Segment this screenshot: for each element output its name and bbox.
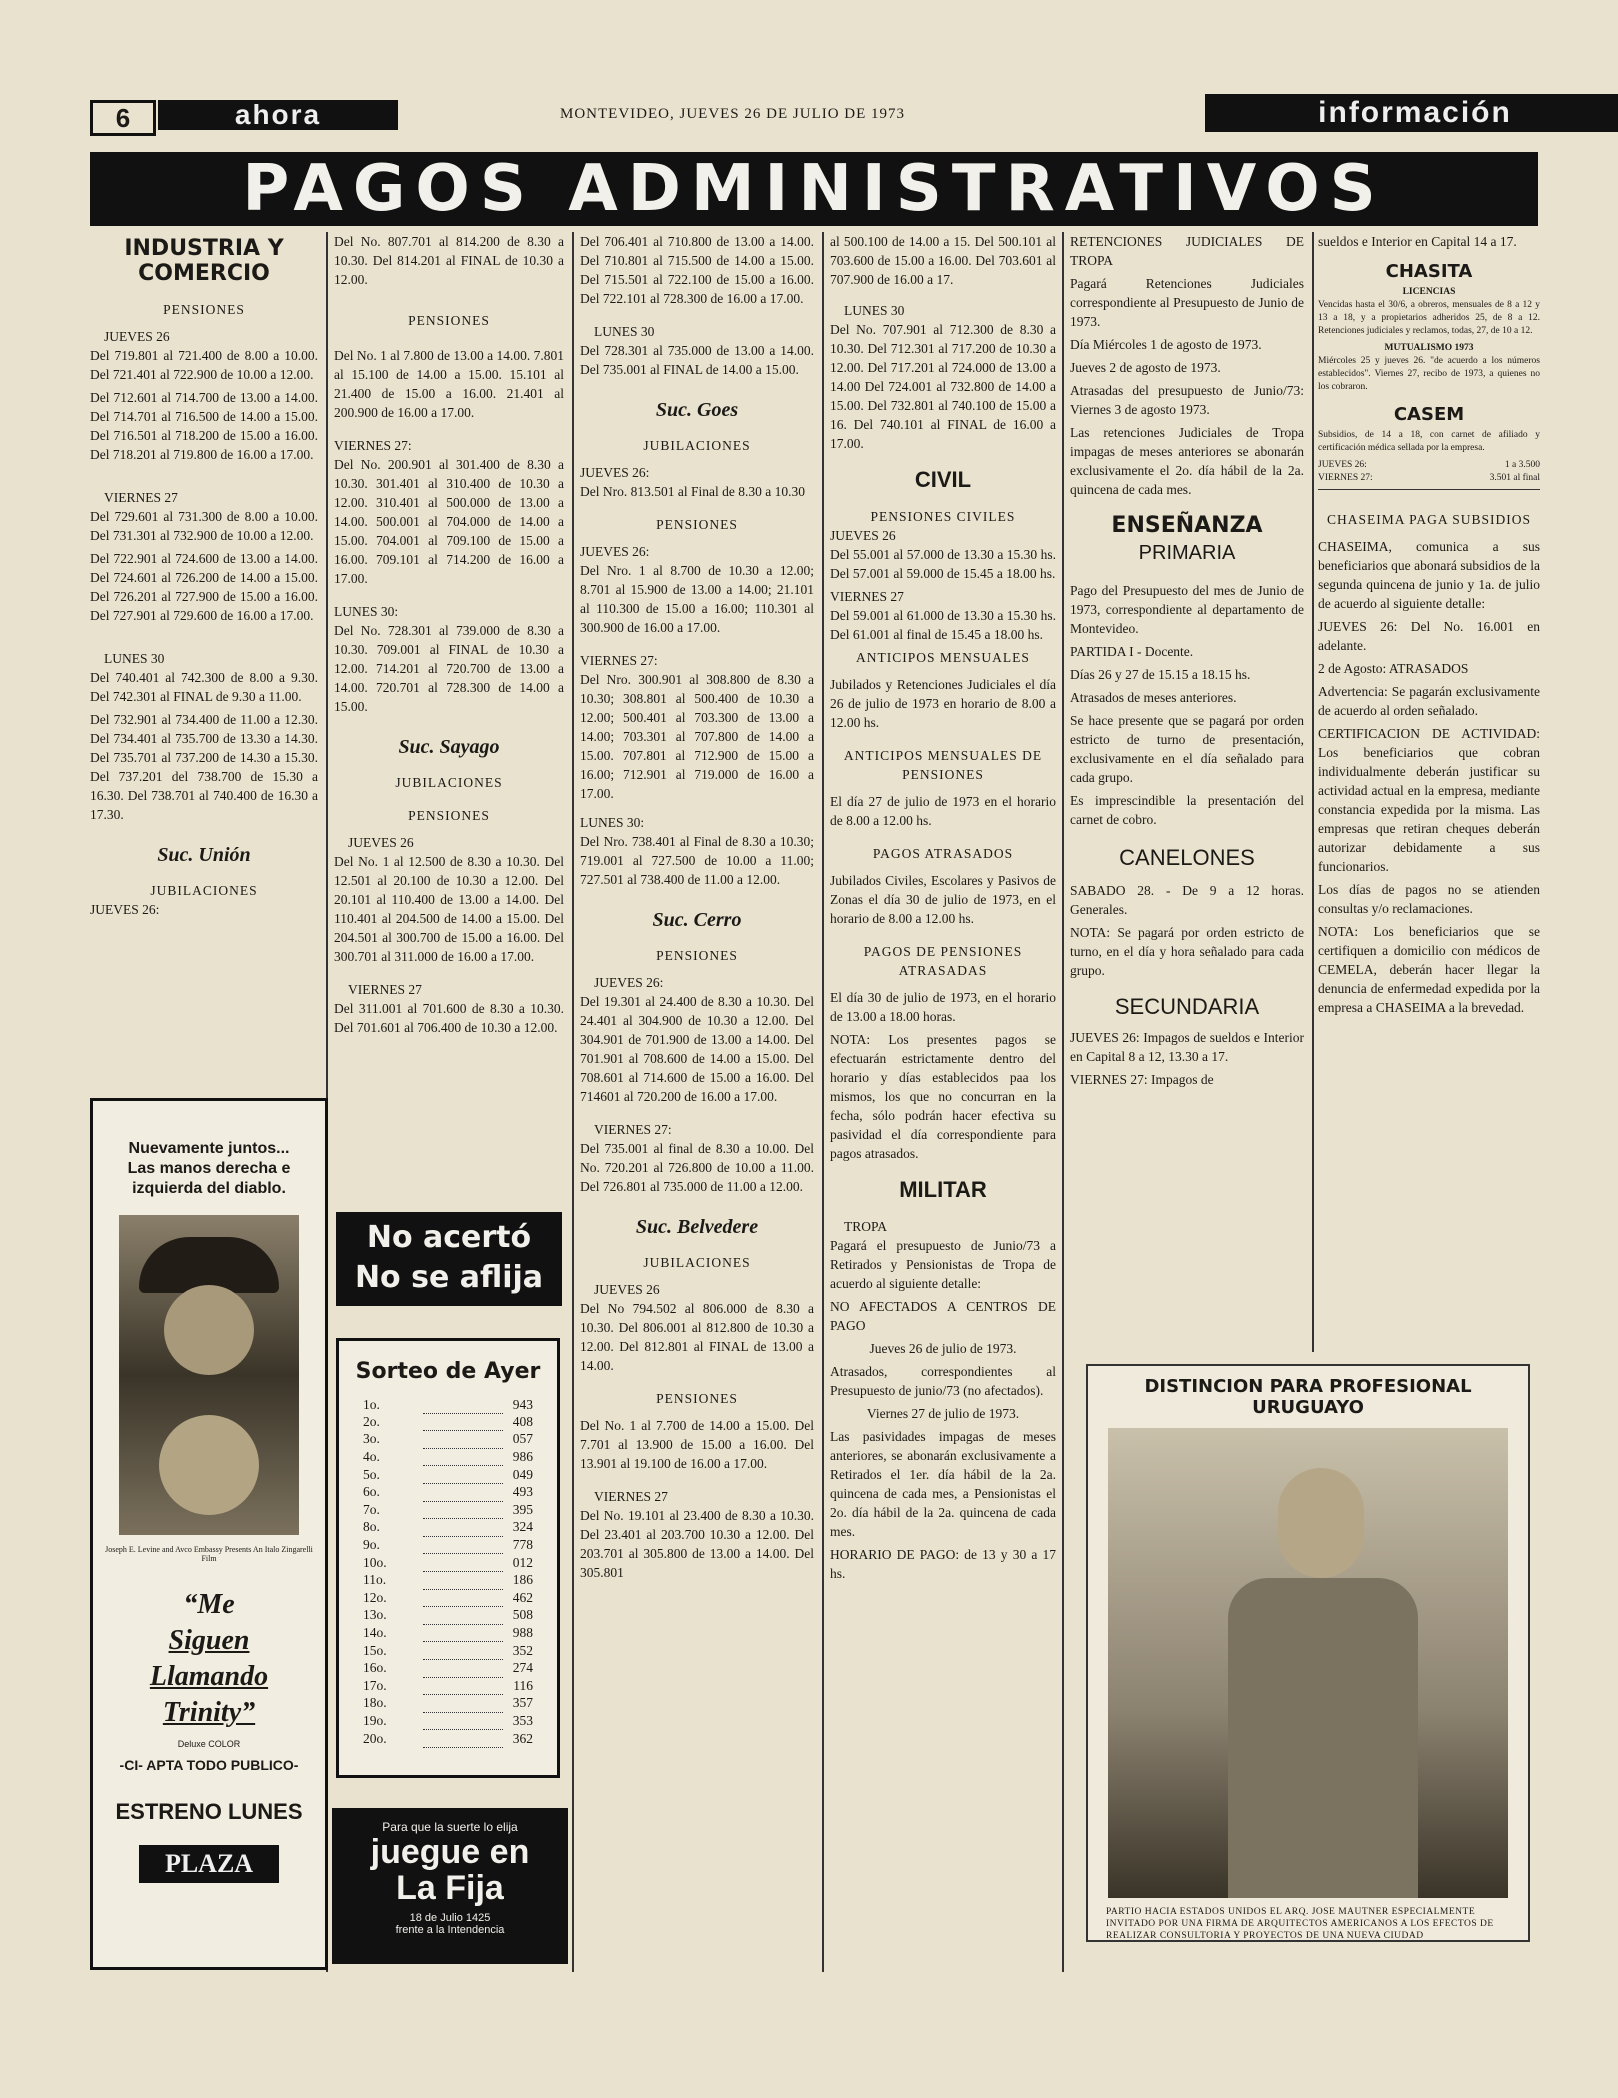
- section-heading: INDUSTRIA Y COMERCIO: [124, 236, 284, 286]
- la-fija-ad: [332, 1808, 568, 1964]
- prize-position: 15o.: [363, 1642, 387, 1658]
- subheading: CHASEIMA PAGA SUBSIDIOS: [1326, 512, 1532, 527]
- day-label: LUNES 30: [844, 303, 905, 318]
- day-label: LUNES 30:: [334, 604, 399, 619]
- dot-leader: [423, 1396, 503, 1413]
- dot-leader: [423, 1659, 503, 1677]
- face-shape: [159, 1415, 259, 1515]
- schedule-text: Del No. 707.901 al 712.300 de 8.30 a 10.30. Del 712.301 al 717.200 de 10.30 a 12.00. Del 717.201 al 724.000 de 13.00 a 14.00 Del 724.001 al 732.800 de 14.00 a 15.00. Del 732.801 al 740.100 de 15.00 a 16. Del 740.101 al FINAL de 16.00 a 17.00.: [830, 322, 1056, 451]
- section-heading: ENSEÑANZA: [1111, 513, 1263, 538]
- ad-line: juegue en: [370, 1833, 530, 1871]
- subheading: PENSIONES: [656, 517, 738, 532]
- prize-position: 16o.: [363, 1660, 387, 1676]
- prize-position: 19o.: [363, 1712, 387, 1728]
- prize-position: 9o.: [363, 1537, 380, 1553]
- day-label: JUEVES 26:: [580, 465, 650, 480]
- dateline: MONTEVIDEO, JUEVES 26 DE JULIO DE 1973: [560, 106, 906, 122]
- winning-number: 116: [513, 1677, 533, 1693]
- schedule-text: Las pasividades impagas de meses anteriores, se abonarán exclusivamente a Retirados el 1er. día hábil de la 2a. quincena de cada mes, a Pensionistas el 2o. día hábil de la 2a. quincena de cada mes.: [830, 1429, 1056, 1539]
- day-label: VIERNES 27:: [580, 653, 658, 668]
- page-headline: PAGOS ADMINISTRATIVOS: [90, 152, 1538, 226]
- winning-number: 986: [512, 1449, 533, 1465]
- note-text: NOTA: Se pagará por orden estricto de turno, en el día y hora señalado para cada grupo.: [1070, 925, 1304, 978]
- dot-leader: [423, 1677, 503, 1695]
- day-label: VIERNES 27:: [334, 438, 412, 453]
- schedule-text: Días 26 y 27 de 15.15 a 18.15 hs.: [1070, 667, 1251, 682]
- prize-position: 20o.: [363, 1730, 387, 1746]
- note-text: NOTA: Los presentes pagos se efectuarán estrictamente dentro del horario y días establecidos paa los mismos, los que no concurran en la fecha, sólo podrán hacer efectiva su pasividad el día correspondiente para pagos atrasados.: [830, 1032, 1056, 1161]
- lottery-row: [363, 1448, 533, 1466]
- dot-leader: [423, 1607, 503, 1625]
- schedule-text: Del 719.801 al 721.400 de 8.00 a 10.00. Del 721.401 al 722.900 de 10.00 a 12.00.: [90, 348, 318, 382]
- schedule-text: Del Nro. 738.401 al Final de 8.30 a 10.30; 719.001 al 727.500 de 10.00 a 11.00; 727.501 al 738.400 de 11.00 a 12.00.: [580, 834, 814, 887]
- schedule-text: Del 55.001 al 57.000 de 13.30 a 15.30 hs. Del 57.001 al 59.000 de 15.45 a 18.00 hs.: [830, 547, 1056, 581]
- prize-position: 8o.: [363, 1519, 380, 1535]
- ad-address: frente a la Intendencia: [395, 1924, 505, 1936]
- schedule-text: Del 732.901 al 734.400 de 11.00 a 12.30. Del 734.401 al 735.700 de 13.30 a 14.30. Del 735.701 al 737.200 de 14.30 a 15.30. Del 737.201 del 738.700 de 15.30 a 16.30. Del 738.701 al 740.400 de 16.30 a 17.30.: [90, 712, 318, 822]
- winning-number: 395: [512, 1501, 533, 1517]
- schedule-text: CERTIFICACION DE ACTIVIDAD: Los beneficiarios que cobran individualmente deberán justificar su actividad actual en la empresa, mediante constancia expedida por la misma. Las empresas que retiran cheques deberán autorizar debidamente a sus funcionarios.: [1318, 726, 1540, 874]
- schedule-text: JUEVES 26: Del No. 16.001 en adelante.: [1318, 619, 1540, 653]
- column-4: [830, 232, 1056, 1587]
- paper-name: ahora: [158, 100, 398, 130]
- subheading: PENSIONES: [408, 808, 490, 823]
- subheading: JUBILACIONES: [150, 883, 258, 898]
- dot-leader: [423, 1519, 503, 1537]
- schedule-text: Del 311.001 al 701.600 de 8.30 a 10.30. Del 701.601 al 706.400 de 10.30 a 12.00.: [334, 1001, 564, 1035]
- winning-number: 186: [512, 1572, 533, 1588]
- prize-position: 14o.: [363, 1625, 387, 1641]
- column-rule: [572, 232, 574, 1972]
- prize-position: 10o.: [363, 1554, 387, 1570]
- day-label: LUNES 30: [594, 324, 655, 339]
- dot-leader: [423, 1695, 503, 1713]
- ad-address: 18 de Julio 1425: [409, 1912, 491, 1924]
- branch-heading: Suc. Goes: [655, 399, 739, 421]
- prize-position: 6o.: [363, 1484, 380, 1500]
- prize-position: 4o.: [363, 1449, 380, 1465]
- day-label: JUEVES 26:: [580, 544, 650, 559]
- schedule-text: Pagará Retenciones Judiciales correspondiente al Presupuesto de Junio de 1973.: [1070, 276, 1304, 329]
- schedule-text: Atrasados, correspondientes al Presupuesto de junio/73 (no afectados).: [830, 1364, 1056, 1398]
- dot-leader: [423, 1536, 503, 1554]
- schedule-text: JUEVES 26: Impagos de sueldos e Interior en Capital 8 a 12, 13.30 a 17.: [1070, 1030, 1304, 1064]
- day-label: LUNES 30: [104, 651, 165, 666]
- dot-leader: [423, 1413, 503, 1431]
- day-label: JUEVES 26: [594, 1282, 660, 1297]
- lottery-row: [363, 1624, 533, 1642]
- branch-heading: Suc. Sayago: [398, 736, 500, 758]
- photo-feature: [1086, 1364, 1530, 1942]
- small-label: JUEVES 26:: [1318, 460, 1367, 470]
- dot-leader: [423, 1642, 503, 1660]
- day-label: JUEVES 26:: [90, 902, 160, 917]
- small-label: VIERNES 27:: [1318, 473, 1373, 483]
- schedule-text: Del 722.901 al 724.600 de 13.00 a 14.00. Del 724.601 al 726.200 de 14.00 a 15.00. Del 726.201 al 727.900 de 15.00 a 16.00. Del 727.901 al 729.600 de 16.00 a 17.00.: [90, 551, 318, 623]
- winning-number: 049: [512, 1466, 533, 1482]
- lottery-row: [363, 1642, 533, 1660]
- prize-position: 12o.: [363, 1589, 387, 1605]
- schedule-text: Se hace presente que se pagará por orden estricto de turno de presentación, exclusivamente en el día señalado para cada grupo.: [1070, 713, 1304, 785]
- column-rule: [1312, 232, 1314, 1352]
- schedule-text: Del No. 200.901 al 301.400 de 8.30 a 10.30. 301.401 al 310.400 de 10.30 a 12.00. 310.401 al 500.000 de 13.00 a 14.00. 500.001 al 704.000 de 14.00 a 15.00. 704.001 al 709.100 de 15.00 a 16.00. 709.101 al 714.200 de 16.00 a 17.00.: [334, 457, 564, 586]
- schedule-text: Del No. 1 al 7.800 de 13.00 a 14.00. 7.801 al 15.100 de 14.00 a 15.00. 15.101 al 21.400 de 15.00 a 16.00. 21.401 al 200.900 de 16.00 a 17.00.: [334, 348, 564, 420]
- lottery-row: [363, 1695, 533, 1713]
- prize-position: 17o.: [363, 1677, 387, 1693]
- winning-number: 462: [512, 1589, 533, 1605]
- day-label: VIERNES 27: [104, 490, 178, 505]
- subheading: PENSIONES: [408, 313, 490, 328]
- winning-number: 357: [512, 1695, 533, 1711]
- schedule-text: Los días de pagos no se atienden consultas y/o reclamaciones.: [1318, 882, 1540, 916]
- day-label: VIERNES 27: [830, 589, 904, 604]
- schedule-text: sueldos e Interior en Capital 14 a 17.: [1318, 234, 1517, 249]
- prize-position: 1o.: [363, 1396, 380, 1412]
- schedule-text: Del No. 1 al 12.500 de 8.30 a 10.30. Del 12.501 al 20.100 de 10.30 a 12.00. Del 20.101 al 110.400 de 13.00 a 14.00. Del 110.401 al 204.500 de 14.00 a 15.00. Del 204.501 al 300.700 de 15.00 a 16.00. Del 300.701 al 311.000 de 16.00 a 17.00.: [334, 854, 564, 964]
- winning-number: 943: [512, 1396, 533, 1412]
- lottery-row: [363, 1413, 533, 1431]
- schedule-text: NO AFECTADOS A CENTROS DE PAGO: [830, 1299, 1056, 1333]
- schedule-text: Atrasados de meses anteriores.: [1070, 690, 1237, 705]
- dot-leader: [423, 1554, 503, 1572]
- prize-position: 2o.: [363, 1413, 380, 1429]
- winning-number: 353: [512, 1712, 533, 1728]
- lottery-row: [363, 1536, 533, 1554]
- schedule-text: Del Nro. 1 al 8.700 de 10.30 a 12.00; 8.701 al 15.900 de 13.00 a 14.00; 21.101 al 110.300 de 15.00 a 16.00; 110.301 al 300.900 de 16.00 a 17.00.: [580, 563, 814, 635]
- subheading: JUBILACIONES: [395, 775, 503, 790]
- winning-number: 324: [512, 1519, 533, 1535]
- title-line: Siguen: [168, 1625, 250, 1656]
- lottery-row: [363, 1659, 533, 1677]
- slogan-line: No se aflija: [354, 1260, 544, 1295]
- cinema-logo: PLAZA: [139, 1845, 279, 1883]
- subheading: LICENCIAS: [1402, 287, 1456, 297]
- small-text: Subsidios, de 14 a 18, con carnet de afiliado y certificación médica sellada por la empresa.: [1318, 430, 1540, 453]
- subheading: PAGOS DE PENSIONES ATRASADAS: [863, 944, 1023, 978]
- section-heading: PRIMARIA: [1138, 542, 1236, 564]
- ad-line: La Fija: [396, 1869, 504, 1907]
- schedule-text: Jubilados y Retenciones Judiciales el día 26 de julio de 1973 en horario de 8.00 a 12.00 hs.: [830, 677, 1056, 730]
- photo-title: DISTINCION PARA PROFESIONAL URUGUAYO: [1144, 1376, 1472, 1418]
- lottery-row: [363, 1431, 533, 1449]
- schedule-text: Del 735.001 al final de 8.30 a 10.00. Del No. 720.201 al 726.800 de 10.00 a 11.00. Del 726.801 al 735.000 de 11.00 a 12.00.: [580, 1141, 814, 1194]
- photo-caption: PARTIO HACIA ESTADOS UNIDOS EL ARQ. JOSE MAUTNER ESPECIALMENTE INVITADO POR UNA FIRMA DE ARQUITECTOS AMERICANOS A LOS EFECTOS DE REALIZAR CONSULTORIA Y PROYECTOS DE UNA NUEVA CIUDAD: [1106, 1907, 1494, 1941]
- lottery-row: [363, 1677, 533, 1695]
- dot-leader: [423, 1501, 503, 1519]
- title-line: Trinity”: [162, 1697, 256, 1728]
- schedule-text: Atrasadas del presupuesto de Junio/73: Viernes 3 de agosto 1973.: [1070, 383, 1304, 417]
- day-label: VIERNES 27:: [594, 1122, 672, 1137]
- winning-number: 508: [512, 1607, 533, 1623]
- lottery-title: Sorteo de Ayer: [355, 1359, 541, 1384]
- subheading: PENSIONES CIVILES: [870, 509, 1016, 524]
- winning-number: 408: [512, 1413, 533, 1429]
- portrait-photo: [1108, 1428, 1508, 1898]
- schedule-text: Pago del Presupuesto del mes de Junio de 1973, correspondiente al departamento de Montevideo.: [1070, 583, 1304, 636]
- schedule-text: El día 30 de julio de 1973, en el horario de 13.00 a 18.00 horas.: [830, 990, 1056, 1024]
- schedule-text: Jubilados Civiles, Escolares y Pasivos de Zonas el día 30 de julio de 1973, en el horario de 8.00 a 12.00 hs.: [830, 873, 1056, 926]
- small-text: Vencidas hasta el 30/6, a obreros, mensuales de 8 a 12 y 13 a 18, y a propietarios adheridos 25, de 8 a 12. Retenciones judiciales y reclamos, todas, 27, de 10 a 12.: [1318, 300, 1540, 336]
- face-shape: [164, 1285, 254, 1375]
- section-heading: CASEM: [1393, 404, 1465, 425]
- subheading: ANTICIPOS MENSUALES: [856, 650, 1030, 665]
- schedule-text: SABADO 28. - De 9 a 12 horas. Generales.: [1070, 883, 1304, 917]
- schedule-text: Del 19.301 al 24.400 de 8.30 a 10.30. Del 24.401 al 304.900 de 10.30 a 12.00. Del 304.901 de 701.900 de 13.00 a 14.00. Del 701.901 al 708.600 de 14.00 a 15.00. Del 708.601 al 714.600 de 15.00 a 16.00. Del 714601 al 720.200 de 16.00 a 17.00.: [580, 994, 814, 1104]
- schedule-text: Del No 794.502 al 806.000 de 8.30 a 10.30. Del 806.001 al 812.800 de 10.30 a 12.00. Del 812.801 al FINAL de 13.00 a 14.00.: [580, 1301, 814, 1373]
- section-heading: SECUNDARIA: [1114, 994, 1260, 1019]
- prize-position: 5o.: [363, 1466, 380, 1482]
- lottery-row: [363, 1589, 533, 1607]
- winning-number: 988: [512, 1625, 533, 1641]
- prize-position: 11o.: [363, 1572, 387, 1588]
- winning-number: 362: [512, 1730, 533, 1746]
- ad-tagline: Nuevamente juntos... Las manos derecha e izquierda del diablo.: [127, 1140, 291, 1197]
- dot-leader: [423, 1730, 503, 1748]
- section-heading: CHASITA: [1385, 261, 1473, 282]
- schedule-text: PARTIDA I - Docente.: [1070, 644, 1194, 659]
- small-text: Miércoles 25 y jueves 26. "de acuerdo a los números establecidos". Viernes 27, recibo de 1973, a quienes no los cobraron.: [1318, 356, 1540, 392]
- schedule-text: Del 59.001 al 61.000 de 13.30 a 15.30 hs. Del 61.001 al final de 15.45 a 18.00 hs.: [830, 608, 1056, 642]
- winning-number: 493: [512, 1484, 533, 1500]
- small-row: [1318, 459, 1540, 472]
- lottery-row: [363, 1396, 533, 1413]
- small-row: [1318, 472, 1540, 490]
- schedule-text: 2 de Agosto: ATRASADOS: [1318, 661, 1469, 676]
- lottery-row: [363, 1730, 533, 1748]
- schedule-text: Del Nro. 300.901 al 308.800 de 8.30 a 10.30; 308.801 al 500.400 de 10.30 a 12.00; 500.401 al 703.300 de 13.00 a 14.00; 703.301 al 707.800 de 14.00 a 15.00. 707.801 al 712.900 de 15.00 a 16.00; 712.901 al 719.000 de 16.00 a 17.00.: [580, 672, 814, 801]
- schedule-text: Del 740.401 al 742.300 de 8.00 a 9.30. Del 742.301 al FINAL de 9.30 a 11.00.: [90, 670, 318, 704]
- branch-heading: Suc. Belvedere: [635, 1216, 759, 1238]
- movie-title: [93, 1587, 325, 1731]
- lottery-row: [363, 1571, 533, 1589]
- day-label: JUEVES 26:: [594, 975, 664, 990]
- lottery-row: [363, 1607, 533, 1625]
- branch-heading: Suc. Unión: [157, 844, 251, 866]
- note-text: NOTA: Los beneficiarios que se certifiquen a domicilio con médicos de CEMELA, deberán hacer llegar la denuncia de enfermedad expedida por la empresa a CHASEIMA a la brevedad.: [1318, 924, 1540, 1015]
- day-label: VIERNES 27: [594, 1489, 668, 1504]
- head-shape: [1278, 1468, 1364, 1578]
- lottery-row: [363, 1483, 533, 1501]
- schedule-text: CHASEIMA, comunica a sus beneficiarios que abonará subsidios de la segunda quincena de junio y 1a. de julio de acuerdo al siguiente detalle:: [1318, 539, 1540, 611]
- ad-line: Para que la suerte lo elija: [382, 1820, 518, 1834]
- day-label: JUEVES 26: [348, 835, 414, 850]
- lottery-row: [363, 1712, 533, 1730]
- schedule-text: Jueves 26 de julio de 1973.: [869, 1341, 1017, 1356]
- schedule-text: Del 706.401 al 710.800 de 13.00 a 14.00. Del 710.801 al 715.500 de 14.00 a 15.00. Del 715.501 al 722.100 de 15.00 a 16.00. Del 722.101 al 728.300 de 16.00 a 17.00.: [580, 234, 814, 306]
- column-6: [1318, 232, 1540, 1021]
- lottery-row: [363, 1501, 533, 1519]
- lottery-row: [363, 1519, 533, 1537]
- masthead: [90, 94, 1540, 136]
- dot-leader: [423, 1624, 503, 1642]
- winning-number: 352: [512, 1642, 533, 1658]
- prize-position: 18o.: [363, 1695, 387, 1711]
- column-3: [580, 232, 814, 1586]
- lottery-slogan-ad: [336, 1212, 562, 1306]
- column-5: [1070, 232, 1304, 1093]
- subheading: PENSIONES: [656, 948, 738, 963]
- rating-label: -CI- APTA TODO PUBLICO-: [119, 1757, 299, 1773]
- dot-leader: [423, 1483, 503, 1501]
- winning-number: 012: [512, 1554, 533, 1570]
- section-heading: CIVIL: [914, 467, 972, 492]
- subheading: JUBILACIONES: [643, 438, 751, 453]
- branch-heading: Suc. Cerro: [652, 909, 742, 931]
- day-label: JUEVES 26: [104, 329, 170, 344]
- schedule-text: Del 729.601 al 731.300 de 8.00 a 10.00. Del 731.301 al 732.900 de 10.00 a 12.00.: [90, 509, 318, 543]
- day-label: LUNES 30:: [580, 815, 645, 830]
- schedule-text: Advertencia: Se pagarán exclusivamente de acuerdo al orden señalado.: [1318, 684, 1540, 718]
- prize-position: 7o.: [363, 1501, 380, 1517]
- small-value: 1 a 3.500: [1504, 460, 1540, 470]
- dot-leader: [423, 1466, 503, 1484]
- schedule-text: Del No. 728.301 al 739.000 de 8.30 a 10.30. 709.001 al FINAL de 10.30 a 12.00. 714.201 al 720.700 de 13.00 a 14.00. 720.701 al 728.300 de 14.00 a 15.00.: [334, 623, 564, 714]
- prize-position: 13o.: [363, 1607, 387, 1623]
- schedule-text: Del No. 1 al 7.700 de 14.00 a 15.00. Del 7.701 al 13.900 de 15.00 a 16.00. Del 13.901 al 19.100 de 16.00 a 17.00.: [580, 1418, 814, 1471]
- schedule-text: al 500.100 de 14.00 a 15. Del 500.101 al 703.600 de 15.00 a 16.00. Del 703.601 al 707.900 de 16.00 a 17.: [830, 234, 1056, 287]
- subheading: TROPA: [844, 1219, 888, 1234]
- column-industria: [90, 232, 318, 919]
- small-value: 3.501 al final: [1489, 473, 1540, 483]
- dot-leader: [423, 1431, 503, 1449]
- schedule-text: Del Nro. 813.501 al Final de 8.30 a 10.30: [580, 484, 805, 499]
- subheading: RETENCIONES JUDICIALES DE TROPA: [1070, 234, 1304, 268]
- title-line: Llamando: [149, 1661, 269, 1692]
- day-label: JUEVES 26: [830, 528, 896, 543]
- schedule-text: Es imprescindible la presentación del carnet de cobro.: [1070, 793, 1304, 827]
- schedule-text: Pagará el presupuesto de Junio/73 a Retirados y Pensionistas de Tropa de acuerdo al siguiente detalle:: [830, 1238, 1056, 1291]
- schedule-text: El día 27 de julio de 1973 en el horario de 8.00 a 12.00 hs.: [830, 794, 1056, 828]
- column-rule: [822, 232, 824, 1972]
- schedule-text: Las retenciones Judiciales de Tropa impagas de meses anteriores se abonarán exclusivamente el 2o. día hábil de la 2a. quincena de cada mes.: [1070, 425, 1304, 497]
- schedule-text: Viernes 27 de julio de 1973.: [866, 1406, 1020, 1421]
- movie-ad: [90, 1098, 328, 1970]
- schedule-text: Del 728.301 al 735.000 de 13.00 a 14.00. Del 735.001 al FINAL de 14.00 a 15.00.: [580, 343, 814, 377]
- subheading: JUBILACIONES: [643, 1255, 751, 1270]
- schedule-text: Del No. 19.101 al 23.400 de 8.30 a 10.30. Del 23.401 al 203.700 10.30 a 12.00. Del 203.701 al 305.800 de 13.00 a 14.00. Del 305.801: [580, 1508, 814, 1580]
- winning-number: 057: [512, 1431, 533, 1447]
- winning-number: 778: [512, 1537, 533, 1553]
- subheading: PENSIONES: [656, 1391, 738, 1406]
- lottery-row: [363, 1466, 533, 1484]
- subheading: ANTICIPOS MENSUALES DE PENSIONES: [843, 748, 1043, 782]
- dot-leader: [423, 1712, 503, 1730]
- schedule-text: Día Miércoles 1 de agosto de 1973.: [1070, 337, 1262, 352]
- ad-small-text: Deluxe COLOR: [177, 1739, 241, 1749]
- lottery-row: [363, 1554, 533, 1572]
- schedule-text: Del No. 807.701 al 814.200 de 8.30 a 10.30. Del 814.201 al FINAL de 10.30 a 12.00.: [334, 234, 564, 287]
- lottery-results: [336, 1338, 560, 1778]
- body-shape: [1228, 1578, 1418, 1898]
- page-number: 6: [90, 100, 156, 136]
- dot-leader: [423, 1448, 503, 1466]
- section-name: información: [1205, 94, 1618, 132]
- actors-photo: [119, 1215, 299, 1535]
- title-line: “Me: [183, 1589, 235, 1620]
- dot-leader: [423, 1589, 503, 1607]
- schedule-text: HORARIO DE PAGO: de 13 y 30 a 17 hs.: [830, 1547, 1056, 1581]
- subheading: MUTUALISMO 1973: [1384, 343, 1474, 353]
- column-2: [334, 232, 564, 1041]
- section-heading: CANELONES: [1119, 845, 1255, 870]
- day-label: VIERNES 27: [348, 982, 422, 997]
- prize-position: 3o.: [363, 1431, 380, 1447]
- schedule-text: Del 712.601 al 714.700 de 13.00 a 14.00. Del 714.701 al 716.500 de 14.00 a 15.00. Del 716.501 al 718.200 de 15.00 a 16.00. Del 718.201 al 719.800 de 16.00 a 17.00.: [90, 390, 318, 462]
- column-rule: [1062, 232, 1064, 1972]
- subheading: PENSIONES: [163, 302, 245, 317]
- slogan-line: No acertó: [366, 1220, 532, 1255]
- section-heading: MILITAR: [899, 1177, 987, 1202]
- schedule-text: Jueves 2 de agosto de 1973.: [1070, 360, 1221, 375]
- release-label: ESTRENO LUNES: [115, 1799, 303, 1824]
- schedule-text: VIERNES 27: Impagos de: [1070, 1072, 1214, 1087]
- lottery-table: [363, 1396, 533, 1748]
- dot-leader: [423, 1571, 503, 1589]
- ad-credit: Joseph E. Levine and Avco Embassy Presents An Italo Zingarelli Film: [105, 1545, 313, 1563]
- subheading: PAGOS ATRASADOS: [872, 846, 1014, 861]
- winning-number: 274: [512, 1660, 533, 1676]
